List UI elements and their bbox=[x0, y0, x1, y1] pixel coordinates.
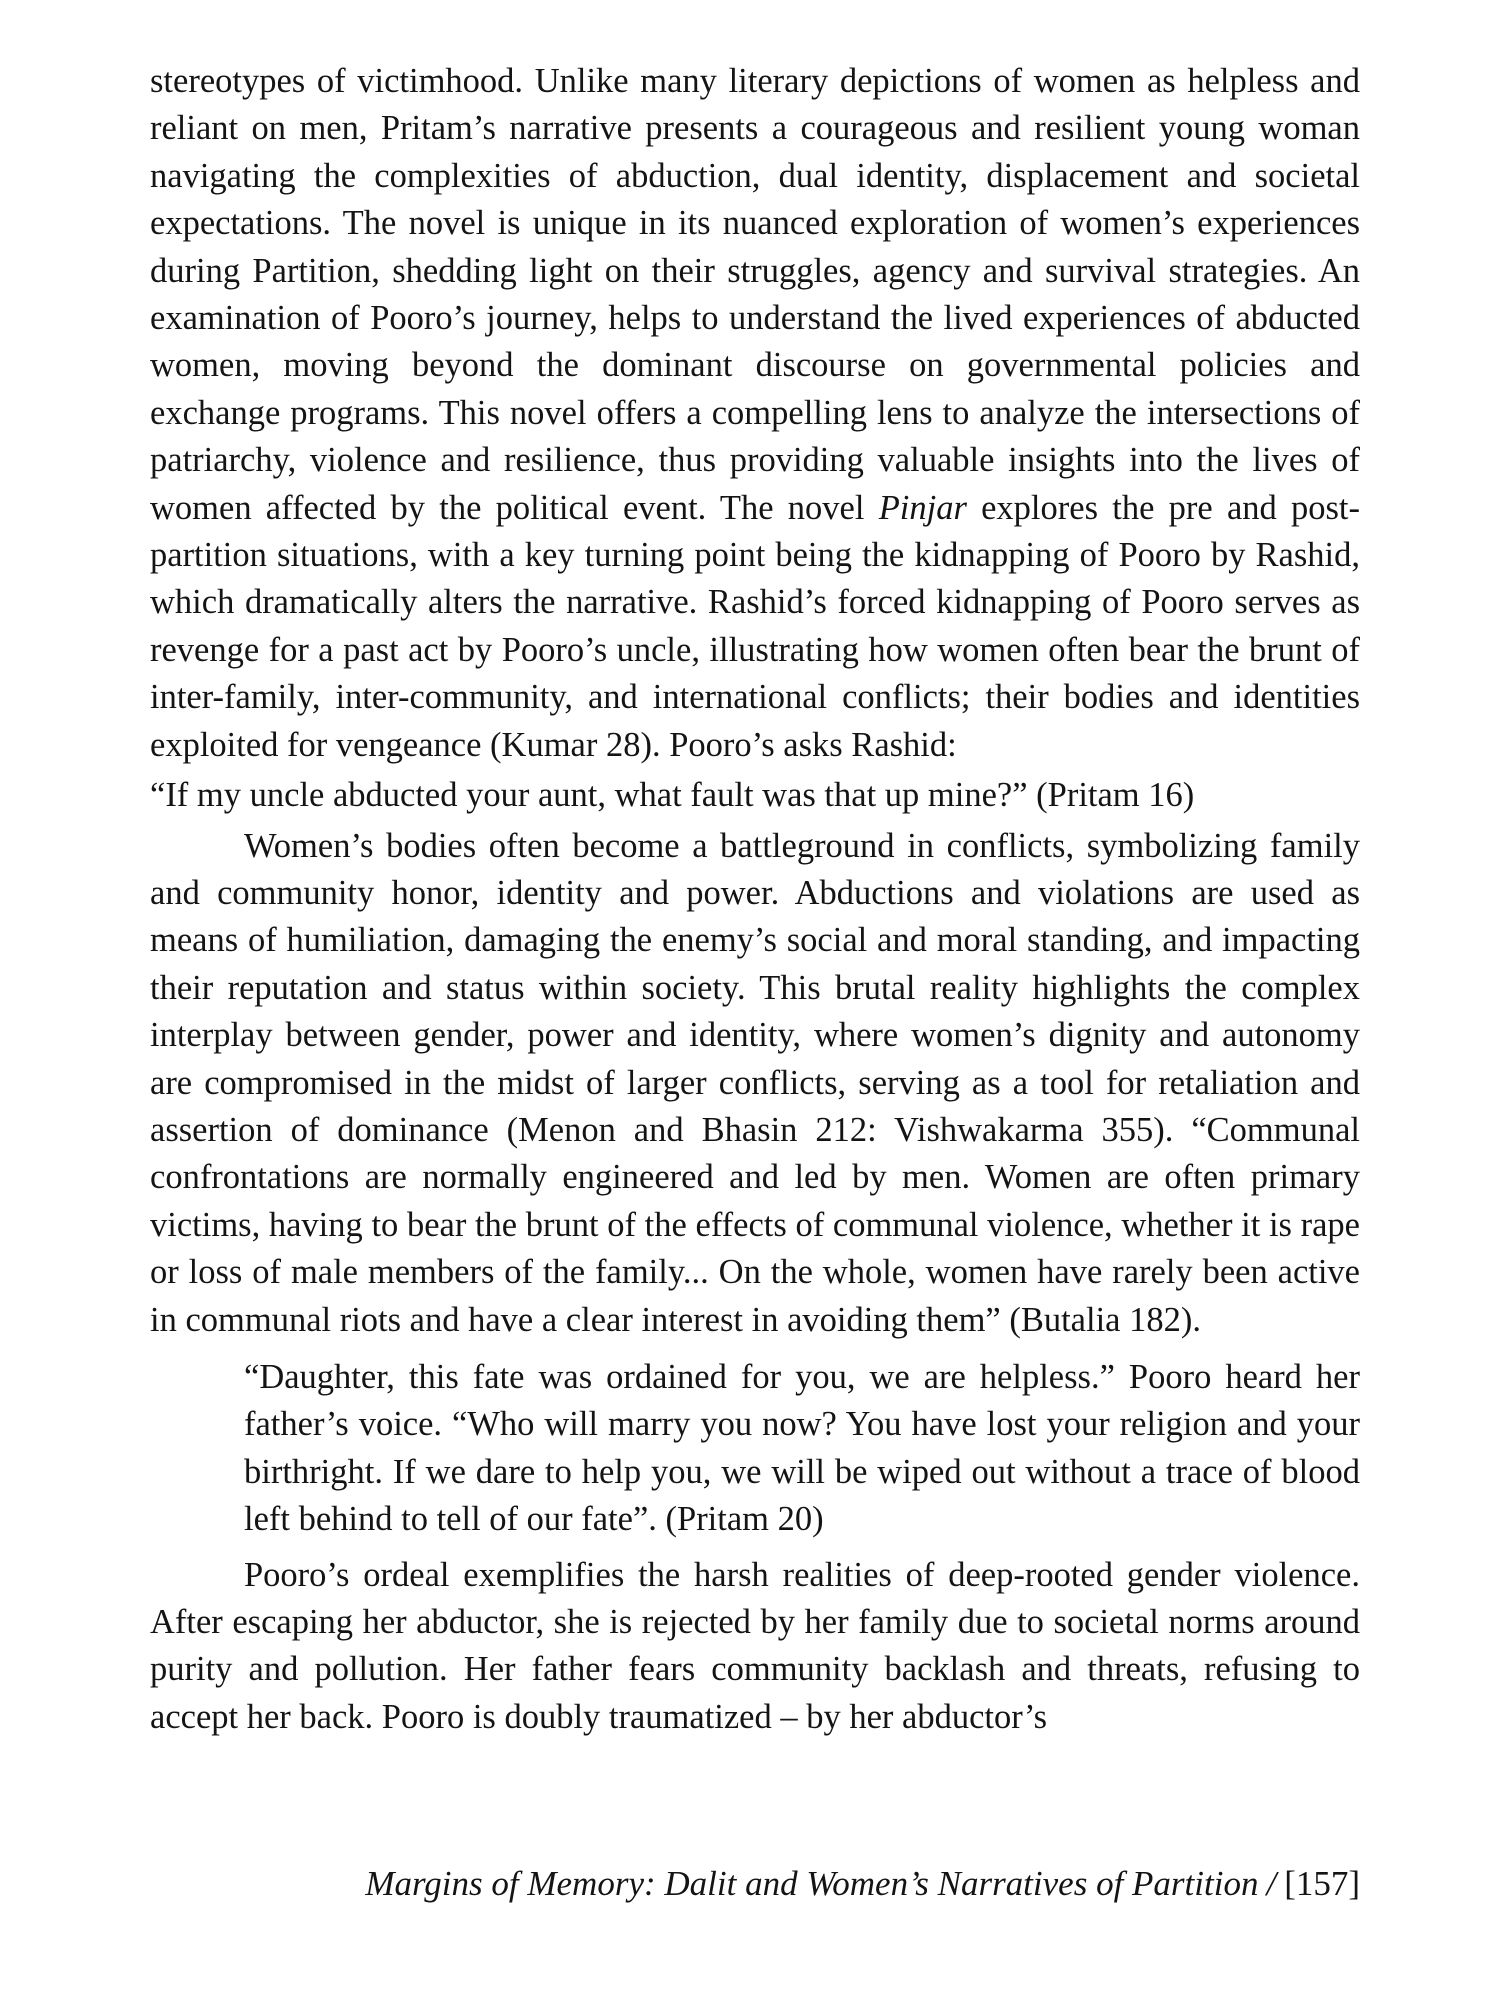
page-body bbox=[150, 58, 1360, 1741]
novel-title-pinjar: Pinjar bbox=[878, 488, 967, 527]
page-number: [157] bbox=[1284, 1864, 1360, 1903]
footer-book-title: Margins of Memory: Dalit and Women’s Narratives of Partition bbox=[365, 1864, 1259, 1903]
paragraph-1-text: stereotypes of victimhood. Unlike many literary depictions of women as helpless and reliant on men, Pritam’s narrative presents a courageous and resilient young woman navigating the complexities of abduction, dual identity, displacement and societal expectations. The novel is unique in its nuanced exploration of women’s experiences during Partition, shedding light on their struggles, agency and survival strategies. An examination of Pooro’s journey, helps to understand the lived experiences of abducted women, moving beyond the dominant discourse on governmental policies and exchange programs. This novel offers a compelling lens to analyze the intersections of patriarchy, violence and resilience, thus providing valuable insights into the lives of women affected by the political event. The novel bbox=[150, 62, 1360, 527]
paragraph-2: Women’s bodies often become a battleground in conflicts, symbolizing family and community honor, identity and power. Abductions and violations are used as means of humiliation, damaging the enemy’s social and moral standing, and impacting their reputation and status within society. This brutal reality highlights the complex interplay between gender, power and identity, where women’s dignity and autonomy are compromised in the midst of larger conflicts, serving as a tool for retaliation and assertion of dominance (Menon and Bhasin 212: Vishwakarma 355). “Communal confrontations are normally engineered and led by men. Women are often primary victims, having to bear the brunt of the effects of communal violence, whether it is rape or loss of male members of the family... On the whole, women have rarely been active in communal riots and have a clear interest in avoiding them” (Butalia 182). bbox=[150, 826, 1360, 1339]
paragraph-1-text-continued: explores the pre and post-partition situations, with a key turning point being the kidnapping of Pooro by Rashid, which dramatically alters the narrative. Rashid’s forced kidnapping of Pooro serves as revenge for a past act by Pooro’s uncle, illustrating how women often bear the brunt of inter-family, inter-community, and international conflicts; their bodies and identities exploited for vengeance (Kumar 28). Pooro’s asks Rashid: bbox=[150, 488, 1361, 764]
quote-father: “Daughter, this fate was ordained for you, we are helpless.” Pooro heard her father’s voice. “Who will marry you now? You have lost your religion and your birthright. If we dare to help you, we will be wiped out without a trace of blood left behind to tell of our fate”. (Pritam 20) bbox=[244, 1357, 1360, 1539]
quote-rashid: “If my uncle abducted your aunt, what fault was that up mine?” (Pritam 16) bbox=[150, 776, 1195, 815]
running-footer bbox=[220, 1862, 1360, 1906]
paragraph-1 bbox=[150, 58, 1360, 769]
footer-separator: / bbox=[1266, 1864, 1277, 1903]
paragraph-3: Pooro’s ordeal exemplifies the harsh realities of deep-rooted gender violence. After escaping her abductor, she is rejected by her family due to societal norms around purity and pollution. Her father fears community backlash and threats, refusing to accept her back. Pooro is doubly traumatized – by her abductor’s bbox=[150, 1555, 1360, 1736]
